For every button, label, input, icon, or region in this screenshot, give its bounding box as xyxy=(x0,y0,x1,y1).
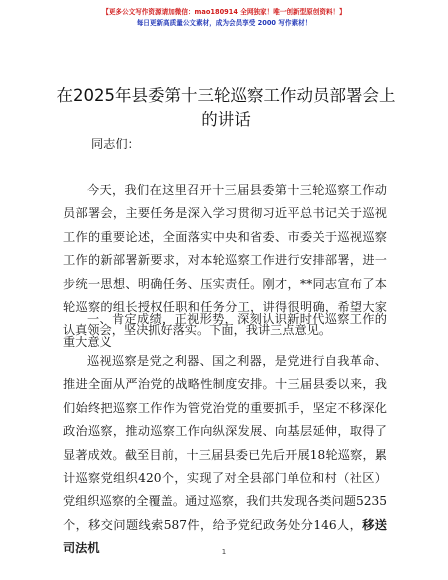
section-heading-1: 一、肯定成绩，正视形势，深刻认识新时代巡察工作的重大意义 xyxy=(63,312,387,350)
paragraph-achievements-bold-tail: 移送司法机 xyxy=(63,517,387,556)
paragraph-intro: 今天，我们在这里召开十三届县委第十三轮巡察工作动员部署会，主要任务是深入学习贯彻习近平总书记关于巡视工作的重要论述，全面落实中央和省委、市委关于巡视巡察工作的新部署新要求，对本轮巡察工作进行安排部署，进一步统一思想、明确任务、压实责任。刚才，**同志宣布了本轮巡察的组长授权任职和任务分工，讲得很明确，希望大家认真领会，坚决抓好落实。下面，我讲三点意见。 xyxy=(63,183,387,338)
paragraph-achievements xyxy=(63,350,387,561)
document-title: 在2025年县委第十三轮巡察工作动员部署会上的讲话 xyxy=(56,86,396,129)
promo-banner xyxy=(0,7,448,29)
page-number: 1 xyxy=(221,548,227,556)
promo-banner-line-2: 每日更新高质量公文素材，成为会员享受 2000 写作素材！ xyxy=(136,19,312,27)
paragraph-achievements-text: 巡视巡察是党之利器、国之利器，是党进行自我革命、推进全面从严治党的战略性制度安排。十三届县委以来，我们始终把巡察工作作为管党治党的重要抓手，坚定不移深化政治巡察，推动巡察工作向纵深发展、向基层延伸，取得了显著成效。截至目前，十三届县委已先后开展18轮巡察，累计巡察党组织420个，实现了对全县部门单位和村（社区）党组织巡察的全覆盖。通过巡察，我们共发现各类问题5235个，移交问题线索587件，给予党纪政务处分146人， xyxy=(63,354,387,532)
promo-banner-line-1: 【更多公文写作资源请加微信：mao180914 全网独家！唯一创新型原创资料！】 xyxy=(102,8,346,16)
greeting: 同志们： xyxy=(91,137,140,151)
